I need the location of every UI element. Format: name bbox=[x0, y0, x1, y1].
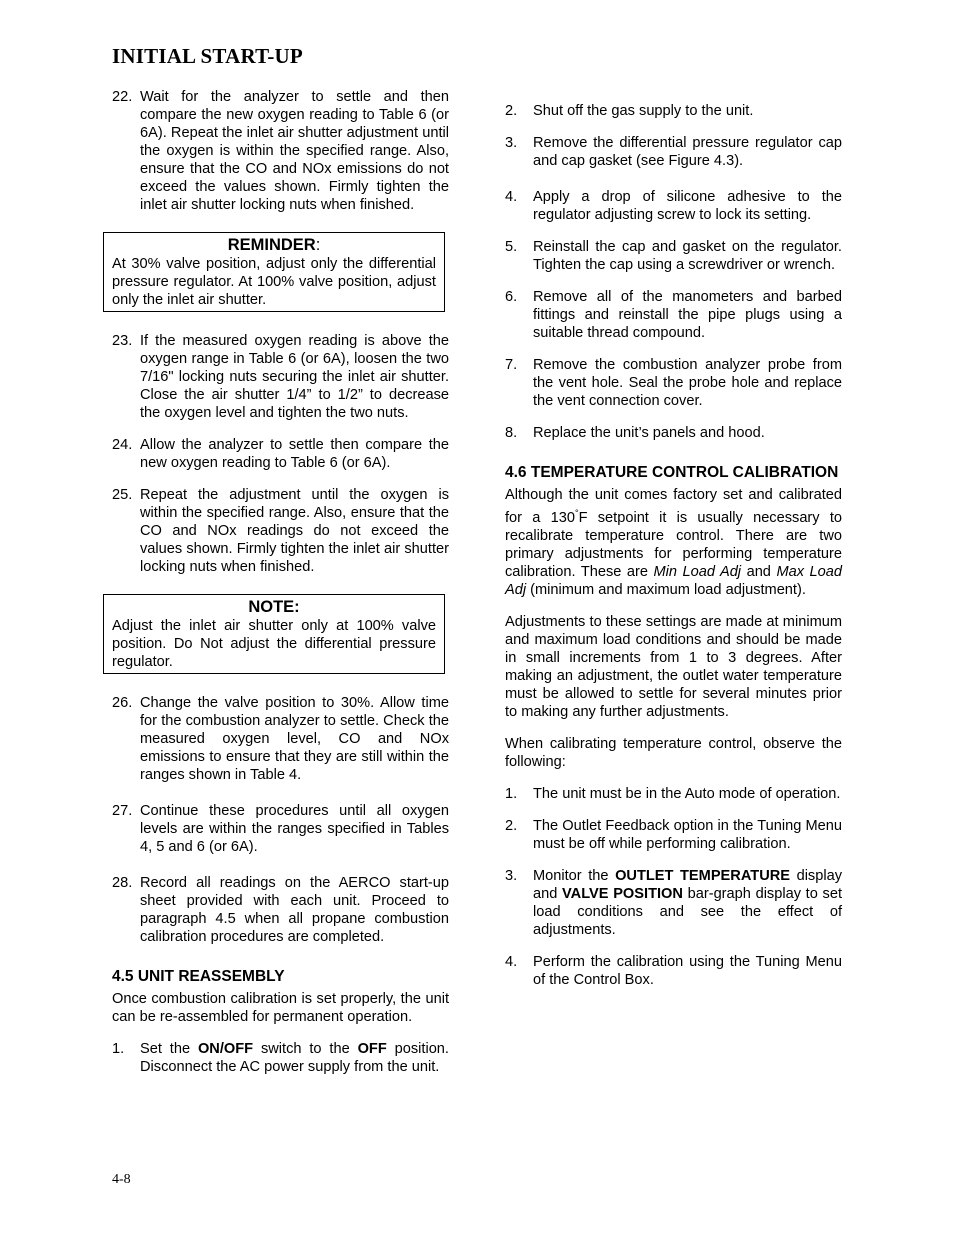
list-item-25 bbox=[112, 486, 449, 576]
calibration-item-1 bbox=[505, 785, 842, 803]
note-box bbox=[103, 594, 445, 674]
note-title: NOTE: bbox=[248, 598, 300, 616]
item-number: 24. bbox=[112, 437, 133, 453]
item-text: Change the valve position to 30%. Allow time for the combustion analyzer to settle. Check the measured oxygen level, CO and NOx emissions to ensure that they are still within the ranges shown in Table 4. bbox=[140, 695, 449, 783]
section-paragraph-3: When calibrating temperature control, observe the following: bbox=[505, 736, 842, 770]
reassembly-step-1 bbox=[112, 1040, 449, 1076]
item-text: The Outlet Feedback option in the Tuning Menu must be off while performing calibration. bbox=[533, 818, 842, 852]
item-number: 28. bbox=[112, 875, 133, 891]
section-heading-4-6: 4.6 TEMPERATURE CONTROL CALIBRATION bbox=[505, 464, 839, 481]
item-text: Repeat the adjustment until the oxygen is within the specified range. Also, ensure that the CO and NOx readings do not exceed the values shown. Firmly tighten the inlet air shutter locking nuts when finished. bbox=[140, 487, 449, 575]
reassembly-step-3 bbox=[505, 134, 842, 170]
note-text: Adjust the inlet air shutter only at 100% valve position. Do Not adjust the differential pressure regulator. bbox=[112, 618, 436, 670]
section-paragraph-1: Although the unit comes factory set and calibrated for a 130°F setpoint it is usually necessary to recalibrate temperature control. There are two primary adjustments for performing temperature calibration. These are Min Load Adj and Max Load Adj (minimum and maximum load adjustment). bbox=[505, 487, 842, 598]
reassembly-step-7 bbox=[505, 356, 842, 410]
page-number: 4-8 bbox=[112, 1172, 131, 1187]
item-text: Perform the calibration using the Tuning Menu of the Control Box. bbox=[533, 954, 842, 988]
item-number: 1. bbox=[112, 1041, 125, 1057]
reassembly-step-5 bbox=[505, 238, 842, 274]
item-number: 3. bbox=[505, 135, 518, 151]
item-text: Wait for the analyzer to settle and then compare the new oxygen reading to Table 6 (or 6A). Repeat the inlet air shutter adjustment until the oxygen is within the specified range. Also, ensure that the CO and NOx emissions do not exceed the values shown. Firmly tighten the inlet air shutter locking nuts when finished. bbox=[140, 89, 449, 213]
section-heading-4-5: 4.5 UNIT REASSEMBLY bbox=[112, 968, 285, 985]
reminder-title: REMINDER: bbox=[227, 236, 321, 254]
reassembly-step-2 bbox=[505, 102, 842, 120]
list-item-23 bbox=[112, 332, 449, 422]
item-number: 2. bbox=[505, 103, 518, 119]
left-column bbox=[112, 88, 449, 1090]
list-item-28 bbox=[112, 874, 449, 946]
right-column bbox=[505, 102, 842, 1003]
item-text: Record all readings on the AERCO start-up sheet provided with each unit. Proceed to paragraph 4.5 when all propane combustion calibration procedures are completed. bbox=[140, 875, 449, 945]
item-text: If the measured oxygen reading is above the oxygen range in Table 6 (or 6A), loosen the two 7/16" locking nuts securing the inlet air shutter. Close the air shutter 1/4” to 1/2” to decrease the oxygen level and tighten the two nuts. bbox=[140, 333, 449, 421]
calibration-item-2 bbox=[505, 817, 842, 853]
section-intro: Once combustion calibration is set properly, the unit can be re-assembled for permanent operation. bbox=[112, 991, 449, 1025]
item-number: 2. bbox=[505, 818, 518, 834]
calibration-item-4 bbox=[505, 953, 842, 989]
reminder-box bbox=[103, 232, 445, 312]
reminder-text: At 30% valve position, adjust only the differential pressure regulator. At 100% valve position, adjust only the inlet air shutter. bbox=[112, 256, 436, 308]
item-number: 25. bbox=[112, 487, 133, 503]
section-paragraph-2: Adjustments to these settings are made at minimum and maximum load conditions and should be made in small increments from 1 to 3 degrees. After making an adjustment, the outlet water temperature must be allowed to settle for several minutes prior to making any further adjustments. bbox=[505, 614, 842, 720]
item-number: 5. bbox=[505, 239, 518, 255]
item-number: 3. bbox=[505, 868, 518, 884]
item-text: The unit must be in the Auto mode of operation. bbox=[533, 786, 841, 802]
item-number: 7. bbox=[505, 357, 518, 373]
item-text: Reinstall the cap and gasket on the regulator. Tighten the cap using a screwdriver or wrench. bbox=[533, 239, 842, 273]
item-text: Monitor the OUTLET TEMPERATURE display and VALVE POSITION bar-graph display to set load conditions and see the effect of adjustments. bbox=[533, 868, 843, 938]
list-item-24 bbox=[112, 436, 449, 472]
page-title: INITIAL START-UP bbox=[112, 44, 303, 68]
item-text: Continue these procedures until all oxygen levels are within the ranges specified in Tables 4, 5 and 6 (or 6A). bbox=[140, 803, 449, 855]
item-text: Remove the combustion analyzer probe from the vent hole. Seal the probe hole and replace the vent connection cover. bbox=[533, 357, 842, 409]
item-text: Shut off the gas supply to the unit. bbox=[533, 103, 754, 119]
reassembly-step-4 bbox=[505, 188, 842, 224]
item-number: 4. bbox=[505, 954, 518, 970]
reassembly-step-8 bbox=[505, 424, 842, 442]
item-number: 8. bbox=[505, 425, 518, 441]
item-text: Remove the differential pressure regulator cap and cap gasket (see Figure 4.3). bbox=[533, 135, 842, 169]
item-number: 4. bbox=[505, 189, 518, 205]
list-item-22 bbox=[112, 88, 449, 214]
list-item-27 bbox=[112, 802, 449, 856]
item-text: Set the ON/OFF switch to the OFF position. Disconnect the AC power supply from the unit. bbox=[140, 1041, 449, 1075]
item-text: Replace the unit’s panels and hood. bbox=[533, 425, 765, 441]
item-number: 22. bbox=[112, 89, 133, 105]
reassembly-step-6 bbox=[505, 288, 842, 342]
item-number: 27. bbox=[112, 803, 133, 819]
calibration-item-3 bbox=[505, 867, 842, 939]
item-number: 23. bbox=[112, 333, 133, 349]
item-number: 6. bbox=[505, 289, 518, 305]
item-text: Allow the analyzer to settle then compare the new oxygen reading to Table 6 (or 6A). bbox=[140, 437, 449, 471]
item-number: 26. bbox=[112, 695, 133, 711]
item-text: Remove all of the manometers and barbed fittings and reinstall the pipe plugs using a suitable thread compound. bbox=[533, 289, 842, 341]
list-item-26 bbox=[112, 694, 449, 784]
item-number: 1. bbox=[505, 786, 518, 802]
item-text: Apply a drop of silicone adhesive to the regulator adjusting screw to lock its setting. bbox=[533, 189, 842, 223]
